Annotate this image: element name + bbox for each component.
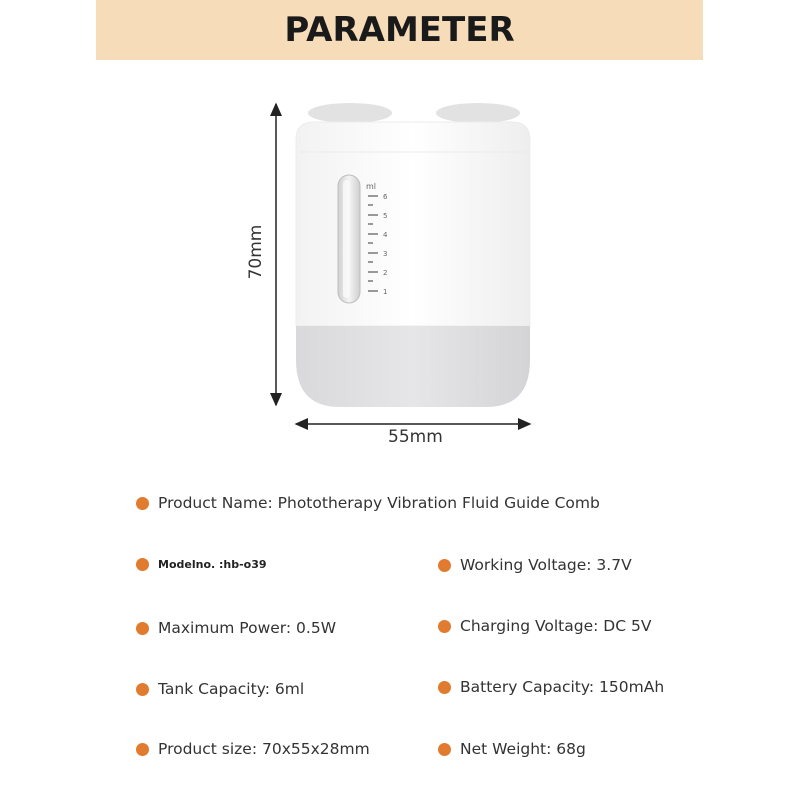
- spec-text: Charging Voltage: DC 5V: [460, 617, 652, 635]
- spec-tank-capacity: [136, 680, 304, 698]
- scale-mark-2: 2: [383, 269, 388, 277]
- bullet-icon: [438, 620, 451, 633]
- bullet-icon: [438, 743, 451, 756]
- header-banner: [96, 0, 703, 60]
- spec-battery-capacity: [438, 678, 664, 696]
- spec-text: Battery Capacity: 150mAh: [460, 678, 665, 696]
- spec-text: Maximum Power: 0.5W: [158, 619, 337, 637]
- spec-product-name: [136, 494, 600, 512]
- spec-text: Net Weight: 68g: [460, 740, 586, 758]
- device-upper-body: [296, 122, 530, 326]
- bullet-icon: [136, 497, 149, 510]
- right-nub: [436, 103, 520, 123]
- scale-mark-3: 3: [383, 250, 388, 258]
- spec-text: Modelno. :hb-o39: [158, 558, 267, 571]
- spec-working-voltage: [438, 556, 632, 574]
- bullet-icon: [136, 683, 149, 696]
- spec-text: Product size: 70x55x28mm: [158, 740, 370, 758]
- left-nub: [308, 103, 392, 123]
- scale-mark-5: 5: [383, 212, 388, 220]
- scale-unit: ml: [366, 182, 377, 191]
- bullet-icon: [136, 622, 149, 635]
- spec-text: Working Voltage: 3.7V: [460, 556, 632, 574]
- spec-max-power: [136, 619, 336, 637]
- product-illustration: [0, 80, 800, 460]
- scale-mark-1: 1: [383, 288, 388, 296]
- bullet-icon: [438, 559, 451, 572]
- width-dimension-label: 55mm: [388, 427, 443, 447]
- spec-product-size: [136, 740, 370, 758]
- spec-model: [136, 558, 267, 571]
- height-dimension-label: 70mm: [246, 224, 266, 280]
- scale-mark-4: 4: [383, 231, 388, 239]
- bullet-icon: [136, 558, 149, 571]
- page-title: PARAMETER: [284, 10, 515, 50]
- bullet-icon: [438, 681, 451, 694]
- spec-text: Product Name: Phototherapy Vibration Fluid Guide Comb: [158, 494, 600, 512]
- spec-text: Tank Capacity: 6ml: [158, 680, 305, 698]
- spec-charging-voltage: [438, 617, 651, 635]
- bullet-icon: [136, 743, 149, 756]
- device-base: [296, 326, 530, 407]
- scale-mark-6: 6: [383, 193, 388, 201]
- spec-net-weight: [438, 740, 586, 758]
